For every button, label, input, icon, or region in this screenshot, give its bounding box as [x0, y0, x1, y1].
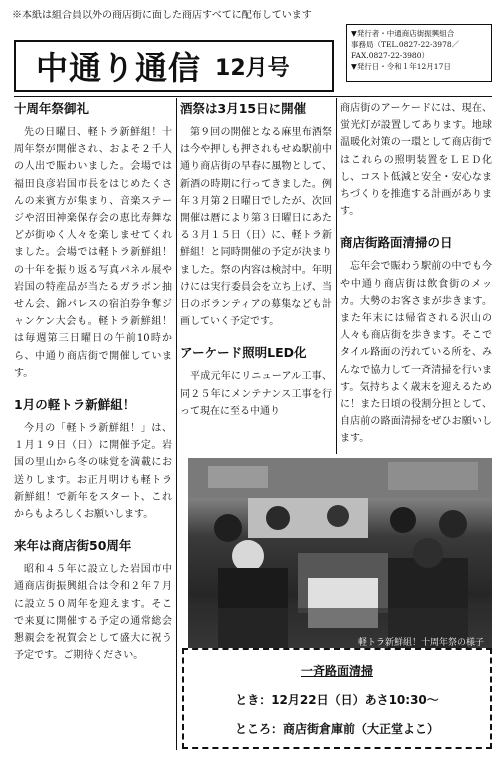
- distribution-notice: ※本紙は組合員以外の商店街に面した商店すべてに配布しています: [12, 10, 312, 21]
- heading-january: 1月の軽トラ新鮮組！: [14, 397, 136, 413]
- publisher-line: 事務局（TEL.0827-22-3978／: [351, 40, 460, 49]
- event-location: ところ：商店街倉庫前（大正堂よこ）: [234, 722, 439, 736]
- column-middle: [180, 100, 332, 454]
- column-right: [340, 100, 492, 454]
- photo-caption: 軽トラ新鮮組！十周年祭の様子: [357, 638, 484, 648]
- article-anniversary: 先の日曜日、軽トラ新鮮組！十周年祭が開催され、およそ２千人の人出で賑わいました。会場では福田良彦岩国市長をはじめたくさんの来賓方が集まり、音楽ステージや沼田神楽保存会の恵比寿舞などが街ゆく人々を楽しませてくれました。会場では軽トラ新鮮組！の十年を振り返る写真パネル展や岩国の特産品が当たるガラポン抽せん会、錦パレスの宿泊券争奪ジャンケン大会も。軽トラ新鮮組！は毎週第三日曜日の午前10時から、中通り商店街で開催しています。: [14, 127, 172, 379]
- publisher-line: ▼発行者・中通商店街振興組合: [351, 29, 455, 38]
- issue-label: 12月号: [215, 55, 290, 81]
- newsletter-title: 中通り通信: [36, 49, 202, 87]
- article-arcade-led-continued: 商店街のアーケードには、現在、蛍光灯が設置してあります。地球温暖化対策の一環として商店街ではこれらの照明装置をＬＥＤ化し、コスト低減と安全・安心なまちづくりを推進する計画があります。: [340, 103, 492, 218]
- article-street-cleaning: 忘年会で賑わう駅前の中でも今や中通り商店街は飲食街のメッカ。大勢のお客さまが歩きます。また年末には帰省される沢山の人々も商店街を歩きます。そこでタイル路面の汚れている所を、みんなで協力して一斉清掃を行います。気持ちよく歳末を迎えるために！また日頃の役割分担として、自店前の路面清掃をぜひお願いします。: [340, 261, 492, 445]
- festival-photo: [188, 458, 492, 654]
- column-left: [14, 100, 172, 750]
- article-january: 今月の「軽トラ新鮮組！」は、１月１９日（日）に開催予定。岩国の里山から冬の味覚を満載にお送りします。お正月明けも軽トラ新鮮組！で新年をスタート、これからもよろしくお願いします。: [14, 423, 172, 521]
- column-divider: [336, 98, 337, 454]
- article-sake-festival: 第９回の開催となる麻里布酒祭は今や押しも押されもせぬ駅前中通り商店街の早春に風物として、新酒の時期に行ってきました。例年３月第２日曜日でしたが、次回開催は暦により第３日曜日にあたる３月１５日（日）に、軽トラ新鮮組！と同時開催の予定が決まりました。祭の内容は検討中。年明けには実行委員会を立ち上げ、当日のボランティアの募集なども計画していく予定です。: [180, 127, 332, 328]
- heading-fifty-years: 来年は商店街50周年: [14, 538, 132, 554]
- article-fifty-years: 昭和４５年に設立した岩国市中通商店街振興組合は令和２年７月に設立５０周年を迎えます。そこで来夏に開催する予定の通常総会懇親会を祝賀会として盛大に祝う予定です。ご期待ください。: [14, 564, 172, 662]
- header-rule: [14, 96, 492, 97]
- crowd-illustration: [188, 458, 492, 654]
- event-title-text: 一斉路面清掃: [300, 664, 373, 678]
- column-divider: [176, 98, 177, 750]
- publish-date-line: ▼発行日・令和１年12月17日: [351, 62, 451, 71]
- publisher-info: [346, 24, 492, 82]
- event-date: とき：12月22日（日）あさ10:30〜: [235, 693, 439, 707]
- article-arcade-led: 平成元年にリニューアル工事、同２５年にメンテナンス工事を行って現在に至る中通り: [180, 371, 332, 417]
- heading-street-cleaning: 商店街路面清掃の日: [340, 235, 453, 251]
- heading-arcade-led: アーケード照明LED化: [180, 345, 307, 361]
- heading-anniversary: 十周年祭御礼: [14, 101, 90, 116]
- masthead: [14, 40, 334, 92]
- event-title: [184, 662, 490, 679]
- heading-sake-festival: 酒祭は3月15日に開催: [180, 101, 307, 116]
- publisher-line: FAX.0827-22-3980）: [351, 51, 429, 60]
- cleaning-event-box: [182, 648, 492, 749]
